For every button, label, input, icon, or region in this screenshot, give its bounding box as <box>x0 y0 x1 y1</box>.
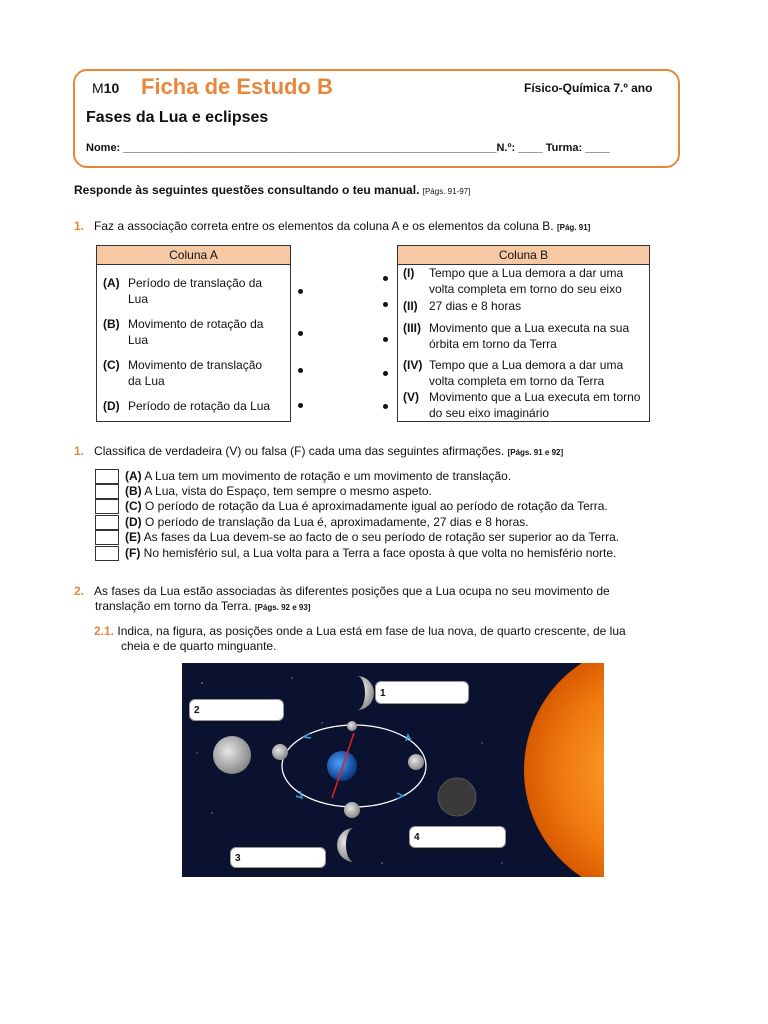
answer-box[interactable] <box>95 499 119 514</box>
question-2-1: 2.1. Indica, na figura, as posições onde a Lua está em fase de lua nova, de quarto crescente, de lua cheia e de quarto minguante. <box>94 624 626 653</box>
answer-box[interactable] <box>95 515 119 530</box>
module-code: M10 <box>92 80 120 96</box>
question-true-false: 1. Classifica de verdadeira (V) ou falsa (F) cada uma das seguintes afirmações. [Págs. 91 e 92] <box>74 444 564 458</box>
instructions: Responde às seguintes questões consultando o teu manual. [Págs. 91-97] <box>74 183 471 197</box>
subject-label: Físico-Química 7.º ano <box>524 81 653 95</box>
column-b-item: (III) Movimento que a Lua executa na sua órbita em torno da Terra <box>403 321 630 351</box>
column-a-item: (A) Período de translação da Lua <box>103 276 263 306</box>
answer-box[interactable] <box>95 530 119 545</box>
page-subtitle: Fases da Lua e eclipses <box>86 109 269 126</box>
student-info-line: Nome: _____________________________________________________________N.º: ____ Turma: ____ <box>86 142 610 154</box>
match-dot-b[interactable] <box>383 337 388 342</box>
match-dot-b[interactable] <box>383 404 388 409</box>
full-moon <box>213 736 251 774</box>
label-box-2[interactable]: 2 <box>189 699 284 721</box>
column-a-item: (C) Movimento de translação da Lua <box>103 358 263 388</box>
moon-phases-figure <box>182 663 604 877</box>
page-title: Ficha de Estudo B <box>141 74 333 99</box>
answer-box[interactable] <box>95 546 119 561</box>
column-a-item: (D) Período de rotação da Lua <box>103 399 271 413</box>
column-b-item: (II) 27 dias e 8 horas <box>403 299 522 313</box>
column-b-item: (I) Tempo que a Lua demora a dar uma volta completa em torno do seu eixo <box>403 266 624 296</box>
column-b-item: (V) Movimento que a Lua executa em torno do seu eixo imaginário <box>403 390 641 420</box>
label-box-1[interactable]: 1 <box>375 681 469 704</box>
earth <box>327 751 357 781</box>
label-box-4[interactable]: 4 <box>409 826 506 848</box>
match-dot-b[interactable] <box>383 302 388 307</box>
answer-box[interactable] <box>95 484 119 499</box>
statement: (C) O período de rotação da Lua é aproximadamente igual ao período de rotação da Terra. <box>125 499 608 513</box>
column-b-header: Coluna B <box>398 246 649 265</box>
label-box-3[interactable]: 3 <box>230 847 326 868</box>
match-dot-b[interactable] <box>383 371 388 376</box>
answer-box[interactable] <box>95 469 119 484</box>
match-dot-a[interactable] <box>298 403 303 408</box>
match-dot-a[interactable] <box>298 289 303 294</box>
statement: (D) O período de translação da Lua é, aproximadamente, 27 dias e 8 horas. <box>125 515 529 529</box>
statement: (F) No hemisfério sul, a Lua volta para a Terra a face oposta à que volta no hemisfério norte. <box>125 546 617 560</box>
column-b-item: (IV) Tempo que a Lua demora a dar uma volta completa em torno da Terra <box>403 358 624 388</box>
question-2: 2. As fases da Lua estão associadas às diferentes posições que a Lua ocupa no seu movimento de translação em torno da Terra. [Págs. 92 e 93] <box>74 584 610 613</box>
statement: (B) A Lua, vista do Espaço, tem sempre o mesmo aspeto. <box>125 484 432 498</box>
column-a-header: Coluna A <box>97 246 290 265</box>
statement: (A) A Lua tem um movimento de rotação e um movimento de translação. <box>125 469 512 483</box>
column-a-item: (B) Movimento de rotação da Lua <box>103 317 264 347</box>
statement: (E) As fases da Lua devem-se ao facto de o seu período de rotação ser superior ao da Terra. <box>125 530 620 544</box>
question-1: 1. Faz a associação correta entre os elementos da coluna A e os elementos da coluna B. [Pág. 91] <box>74 219 591 233</box>
match-dot-a[interactable] <box>298 331 303 336</box>
match-dot-b[interactable] <box>383 276 388 281</box>
match-dot-a[interactable] <box>298 368 303 373</box>
